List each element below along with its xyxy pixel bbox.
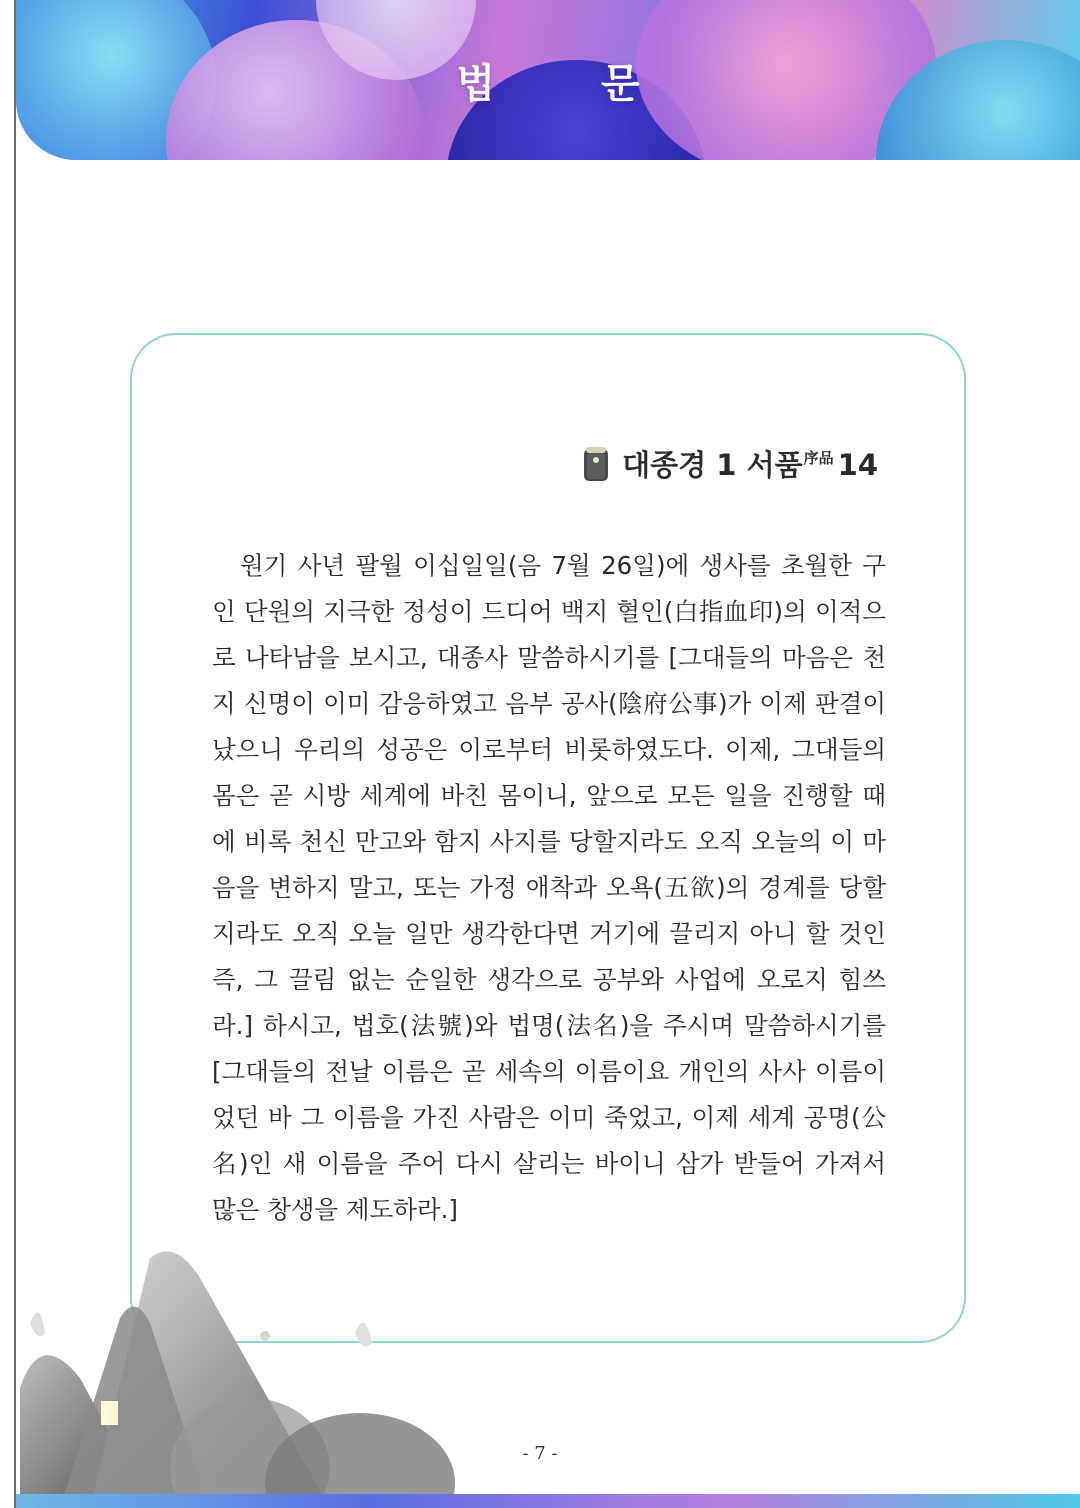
heading-hanja: 序品	[803, 449, 834, 467]
heading-number: 14	[837, 448, 878, 482]
mountain-decoration	[0, 1238, 520, 1508]
footer-strip	[16, 1494, 1080, 1508]
heading-title: 대종경 1 서품	[622, 448, 803, 482]
sermon-body: 원기 사년 팔월 이십일일(음 7월 26일)에 생사를 초월한 구인 단원의 지극한 정성이 드디어 백지 혈인(白指血印)의 이적으로 나타남을 보시고, 대종사 말씀하시기를 [그대들의 마음은 천지 신명이 이미 감응하였고 음부 공사(陰府公事)가 이제 판결이 났으니 우리의 성공은 이로부터 비롯하였도다. 이제, 그대들의 몸은 곧 시방 세계에 바친 몸이니, 앞으로 모든 일을 진행할 때에 비록 천신 만고와 함지 사지를 당할지라도 오직 오늘의 이 마음을 변하지 말고, 또는 가정 애착과 오욕(五欲)의 경계를 당할지라도 오직 오늘 일만 생각한다면 거기에 끌리지 아니 할 것인 즉, 그 끌림 없는 순일한 생각으로 공부와 사업에 오로지 힘쓰라.] 하시고, 법호(法號)와 법명(法名)을 주시며 말씀하시기를 [그대들의 전날 이름은 곧 세속의 이름이요 개인의 사사 이름이었던 바 그 이름을 가진 사람은 이미 죽었고, 이제 세계 공명(公名)인 새 이름을 주어 다시 살리는 바이니 삼가 받들어 가져서 많은 창생을 제도하라.]	[212, 551, 886, 1224]
banner-title: 법 문	[456, 61, 686, 107]
scripture-heading	[582, 443, 878, 484]
header-banner	[16, 0, 1080, 160]
scripture-book-icon	[582, 445, 610, 483]
sermon-card	[130, 333, 966, 1343]
page-number: - 7 -	[522, 1443, 558, 1464]
